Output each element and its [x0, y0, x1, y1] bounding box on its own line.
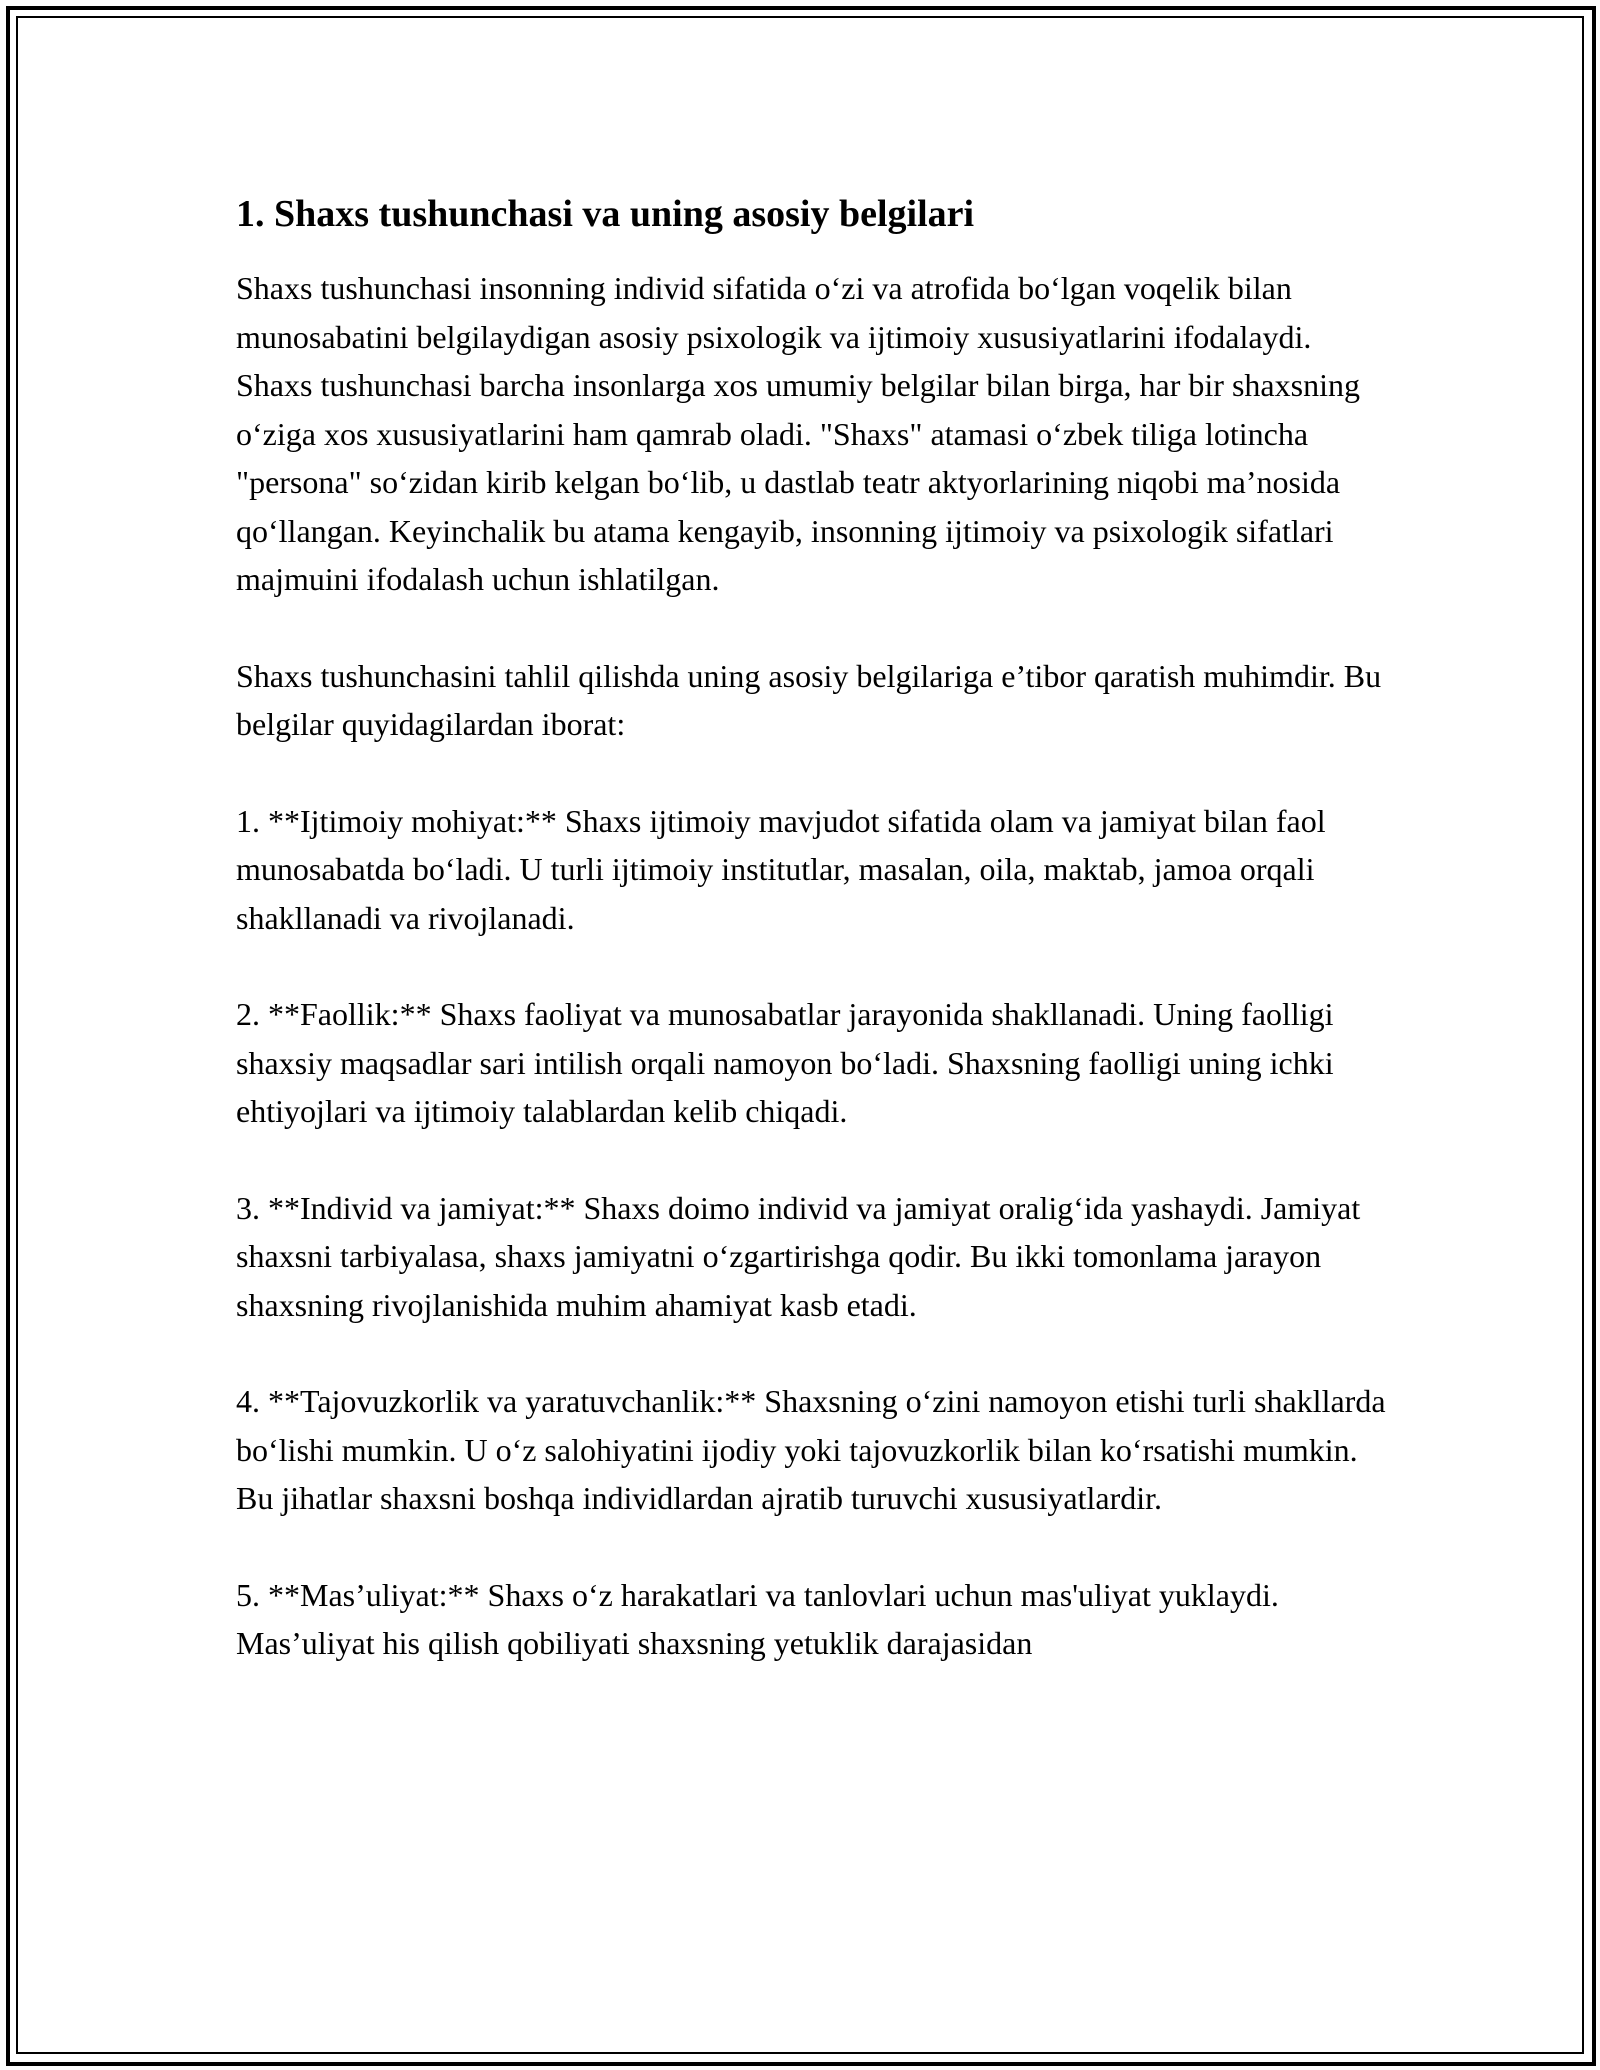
list-item-responsibility: 5. **Mas’uliyat:** Shaxs o‘z harakatlari va tanlovlari uchun mas'uliyat yuklaydi. Mas’uliyat his qilish qobiliyati shaxsning yetuklik darajasidan [236, 1576, 1279, 1661]
paragraph-features-lead: Shaxs tushunchasini tahlil qilishda uning asosiy belgilariga e’tibor qaratish muhimdir. Bu belgilar quyidagilardan iborat: [236, 657, 1382, 742]
list-item-individual-society: 3. **Individ va jamiyat:** Shaxs doimo individ va jamiyat oralig‘ida yashaydi. Jamiyat shaxsni tarbiyalasa, shaxs jamiyatni o‘zgartirishga qodir. Bu ikki tomonlama jarayon shaxsning rivojlanishida muhim ahamiyat kasb etadi. [236, 1189, 1361, 1323]
paragraph-intro: Shaxs tushunchasi insonning individ sifatida o‘zi va atrofida bo‘lgan voqelik bilan munosabatini belgilaydigan asosiy psixologik va ijtimoiy xususiyatlarini ifodalaydi. Shaxs tushunchasi barcha insonlarga xos umumiy belgilar bilan birga, har bir shaxsning o‘ziga xos xususiyatlarini ham qamrab oladi. "Shaxs" atamasi o‘zbek tiliga lotincha "persona" so‘zidan kirib kelgan bo‘lib, u dastlab teatr aktyorlarining niqobi ma’nosida qo‘llangan. Keyinchalik bu atama kengayib, insonning ijtimoiy va psixologik sifatlari majmuini ifodalash uchun ishlatilgan. [236, 270, 1360, 597]
document-body [236, 190, 1386, 1716]
section-heading: 1. Shaxs tushunchasi va uning asosiy belgilari [236, 193, 975, 235]
list-item-social-essence: 1. **Ijtimoiy mohiyat:** Shaxs ijtimoiy mavjudot sifatida olam va jamiyat bilan faol munosabatda bo‘ladi. U turli ijtimoiy institutlar, masalan, oila, maktab, jamoa orqali shakllanadi va rivojlanadi. [236, 802, 1326, 936]
list-item-activity: 2. **Faollik:** Shaxs faoliyat va munosabatlar jarayonida shakllanadi. Uning faolligi shaxsiy maqsadlar sari intilish orqali namoyon bo‘ladi. Shaxsning faolligi uning ichki ehtiyojlari va ijtimoiy talablardan kelib chiqadi. [236, 996, 1334, 1129]
list-item-aggression-creativity: 4. **Tajovuzkorlik va yaratuvchanlik:** Shaxsning o‘zini namoyon etishi turli shakllarda bo‘lishi mumkin. U o‘z salohiyatini ijodiy yoki tajovuzkorlik bilan ko‘rsatishi mumkin. Bu jihatlar shaxsni boshqa individlardan ajratib turuvchi xususiyatlardir. [236, 1383, 1386, 1516]
